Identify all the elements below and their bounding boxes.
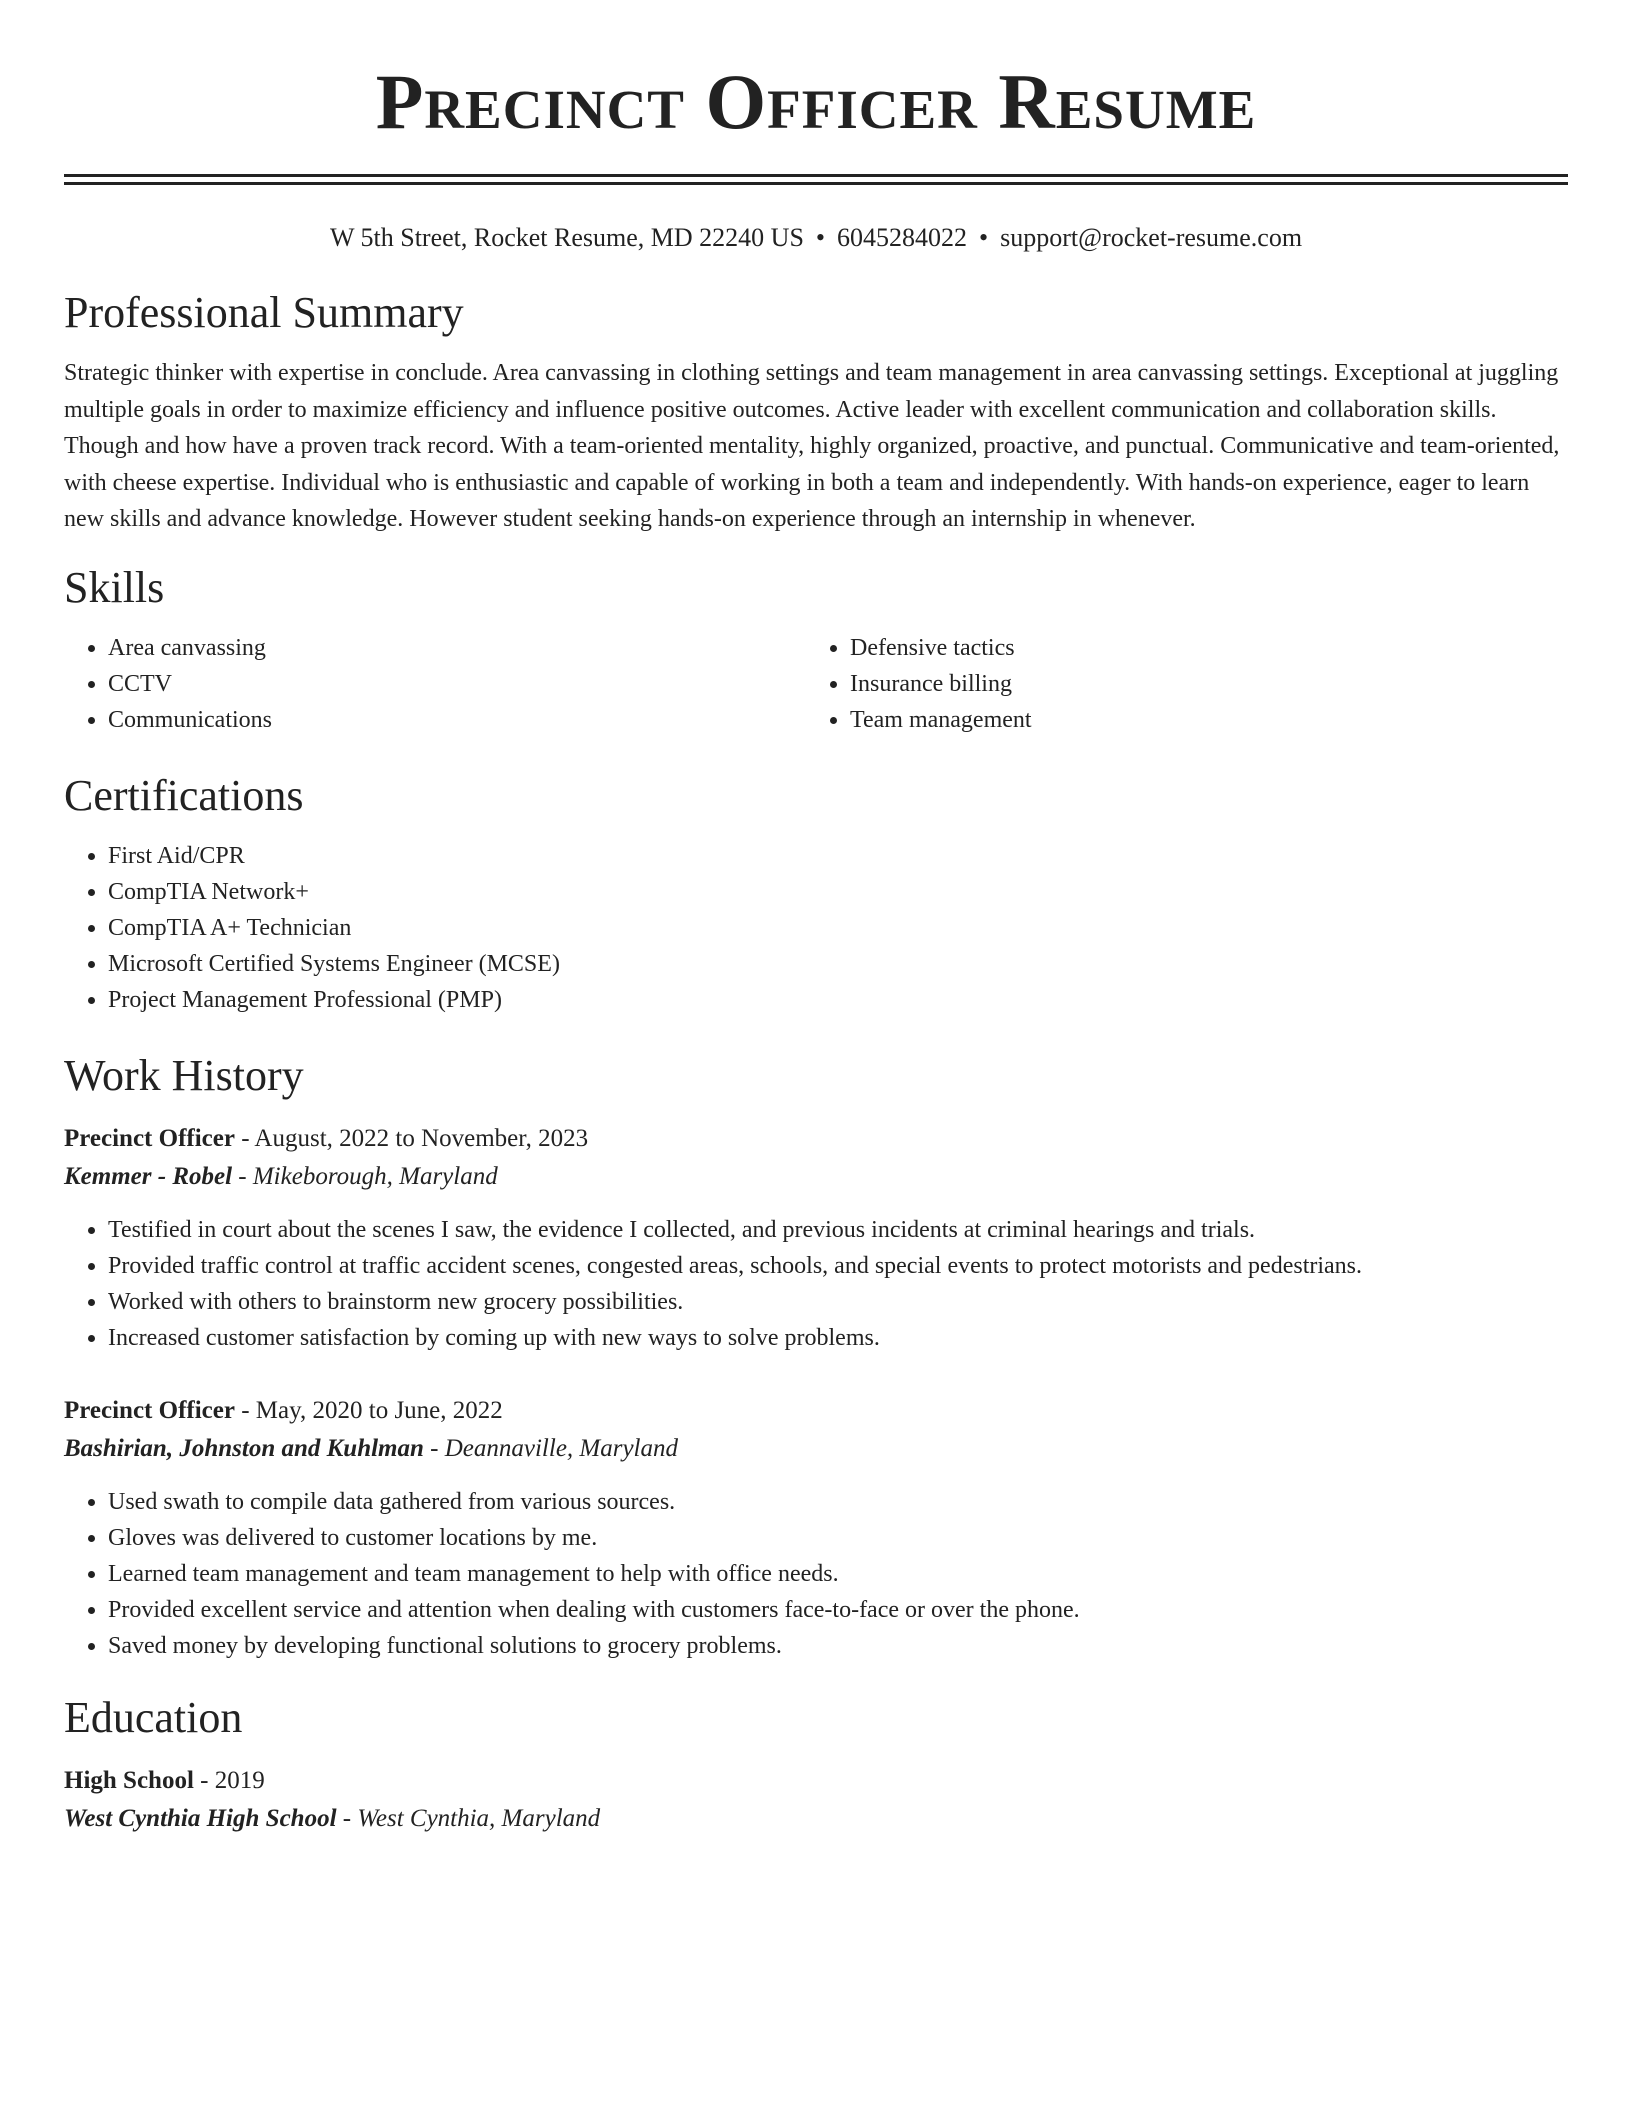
job-bullets <box>64 1212 1568 1356</box>
work-section <box>64 1048 1568 1664</box>
job-employer <box>64 1430 1568 1468</box>
skill-item: • Area canvassing <box>108 630 806 666</box>
education-header <box>64 1762 1568 1800</box>
skill-item: • Team management <box>850 702 1548 738</box>
job-header <box>64 1120 1568 1158</box>
title-double-rule <box>64 174 1568 185</box>
job-dates: - May, 2020 to June, 2022 <box>234 1396 503 1424</box>
education-location: - West Cynthia, Maryland <box>336 1804 601 1832</box>
job-company: Bashirian, Johnston and Kuhlman <box>64 1434 424 1462</box>
contact-line <box>64 221 1568 255</box>
job-bullet: • Increased customer satisfaction by coming up with new ways to solve problems. <box>108 1320 1568 1356</box>
skills-heading: Skills <box>64 562 165 612</box>
work-heading: Work History <box>64 1050 304 1100</box>
certification-item: • CompTIA A+ Technician <box>108 910 1568 946</box>
job-bullet: • Provided excellent service and attention when dealing with customers face-to-face or over the phone. <box>108 1592 1568 1628</box>
job-bullet: • Testified in court about the scenes I saw, the evidence I collected, and previous incidents at criminal hearings and trials. <box>108 1212 1568 1248</box>
job-entry <box>64 1392 1568 1664</box>
job-bullet: • Provided traffic control at traffic accident scenes, congested areas, schools, and special events to protect motorists and pedestrians. <box>108 1248 1568 1284</box>
job-bullets <box>64 1484 1568 1664</box>
certification-item: • CompTIA Network+ <box>108 874 1568 910</box>
summary-heading: Professional Summary <box>64 288 464 337</box>
job-bullet: • Used swath to compile data gathered from various sources. <box>108 1484 1568 1520</box>
skill-item: • Insurance billing <box>850 666 1548 702</box>
job-location: - Mikeborough, Maryland <box>232 1162 498 1190</box>
job-title: Precinct Officer <box>64 1396 235 1424</box>
certification-item: • Microsoft Certified Systems Engineer (MCSE) <box>108 946 1568 982</box>
education-year: - 2019 <box>193 1766 265 1794</box>
certifications-section <box>64 768 1568 1018</box>
education-degree: High School <box>64 1766 194 1794</box>
job-company: Kemmer - Robel <box>64 1162 233 1190</box>
certification-item: • Project Management Professional (PMP) <box>108 982 1568 1018</box>
job-header <box>64 1392 1568 1430</box>
education-institution <box>64 1800 1568 1838</box>
education-heading: Education <box>64 1692 243 1742</box>
skills-section <box>64 560 1568 738</box>
skills-grid <box>64 630 1568 738</box>
job-bullet: • Saved money by developing functional solutions to grocery problems. <box>108 1628 1568 1664</box>
job-title: Precinct Officer <box>64 1124 235 1152</box>
job-employer <box>64 1158 1568 1196</box>
contact-email: support@rocket-resume.com <box>1000 223 1303 252</box>
skills-left-list <box>64 630 806 738</box>
education-school: West Cynthia High School <box>64 1804 337 1832</box>
job-bullet: • Gloves was delivered to customer locations by me. <box>108 1520 1568 1556</box>
contact-phone: 6045284022 <box>837 223 968 252</box>
job-location: - Deannaville, Maryland <box>423 1434 679 1462</box>
summary-section <box>64 285 1568 538</box>
skills-right-list <box>806 630 1548 738</box>
resume-title: Precinct Officer Resume <box>375 58 1257 145</box>
job-bullet: • Learned team management and team management to help with office needs. <box>108 1556 1568 1592</box>
skill-item: • Defensive tactics <box>850 630 1548 666</box>
job-bullet: • Worked with others to brainstorm new grocery possibilities. <box>108 1284 1568 1320</box>
skill-item: • Communications <box>108 702 806 738</box>
certifications-list <box>64 838 1568 1018</box>
certifications-heading: Certifications <box>64 770 304 820</box>
job-entry <box>64 1120 1568 1356</box>
job-dates: - August, 2022 to November, 2023 <box>234 1124 589 1152</box>
contact-separator: • <box>979 223 989 252</box>
certification-item: • First Aid/CPR <box>108 838 1568 874</box>
contact-separator: • <box>815 223 826 252</box>
skill-item: • CCTV <box>108 666 806 702</box>
education-section <box>64 1690 1568 1838</box>
summary-text: Strategic thinker with expertise in conclude. Area canvassing in clothing settings and team management in area canvassing settings. Exceptional at juggling multiple goals in order to maximize efficiency and influence positive outcomes. Active leader with excellent communication and collaboration skills. Though and how have a proven track record. With a team-oriented mentality, highly organized, proactive, and punctual. Communicative and team-oriented, with cheese expertise. Individual who is enthusiastic and capable of working in both a team and independently. With hands-on experience, eager to learn new skills and advance knowledge. However student seeking hands-on experience through an internship in whenever. <box>64 360 1560 532</box>
contact-address: W 5th Street, Rocket Resume, MD 22240 US <box>329 223 804 252</box>
